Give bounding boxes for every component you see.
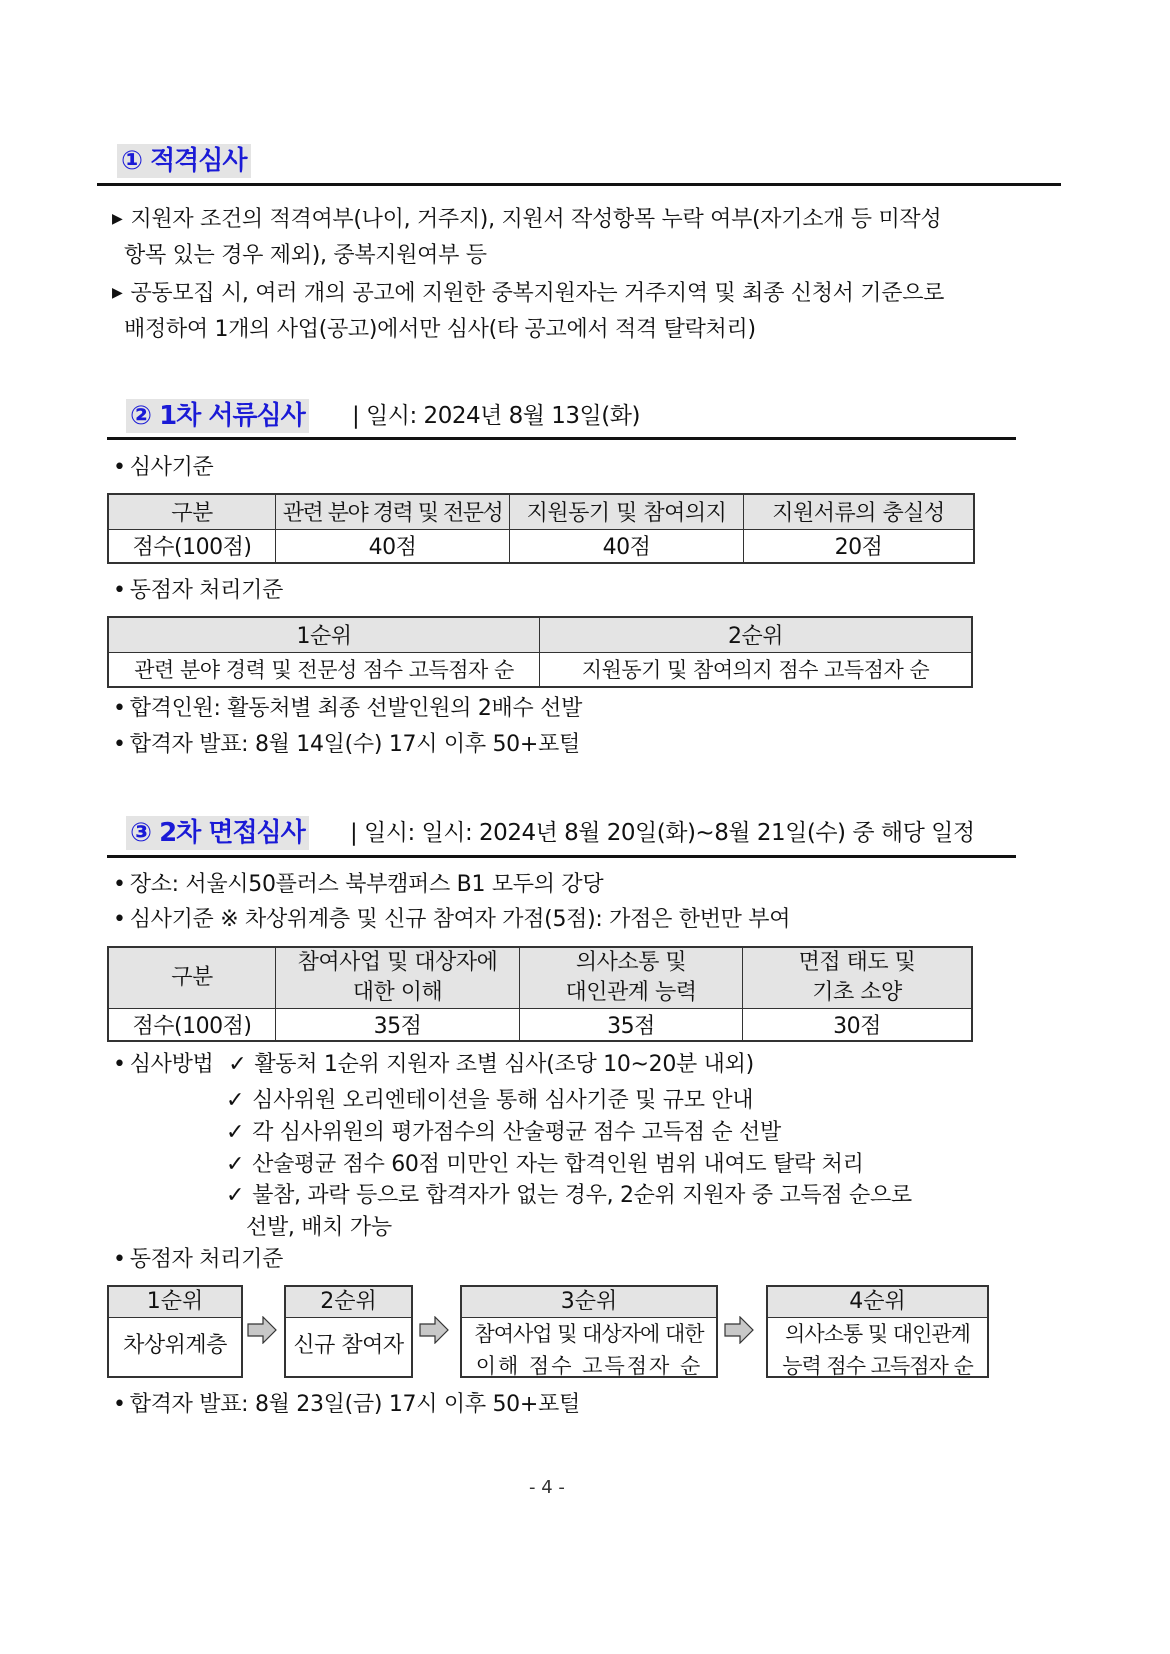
section2-tie-label: • 동점자 처리기준 [113,573,283,609]
checkmark-icon: ✓ [226,1152,245,1177]
section3-title: ③ 2차 면접심사 [126,816,309,850]
section2-date: | 일시: 2024년 8월 13일(화) [352,403,640,429]
table-row [108,652,972,687]
table-cell: 35점 [520,1009,743,1042]
bullet-dot-icon: • [113,1247,126,1272]
table-cell: 30점 [743,1009,973,1042]
table-header-row [108,617,972,652]
section3-date: | 일시: 일시: 2024년 8월 20일(화)~8월 21일(수) 중 해당 일정 [350,820,975,846]
tie-rank-4-box [766,1285,989,1378]
section1-bullet-2: ▶ 공동모집 시, 여러 개의 공고에 지원한 중복지원자는 거주지역 및 최종 신청서 기준으로 [112,274,944,313]
section2-rule [107,437,1016,440]
rank-criterion-line2: 능력 점수 고득점자 순 [782,1354,973,1378]
table-header-cell: 2순위 [540,617,973,652]
checkmark-icon: ✓ [226,1088,245,1113]
table-header-cell: 의사소통 및 대인관계 능력 [520,947,743,1009]
section2-tie-table [107,616,973,688]
tie-rank-2-box [284,1285,413,1378]
section3-method-5: ✓ 불참, 과락 등으로 합격자가 없는 경우, 2순위 지원자 중 고득점 순으로 [226,1178,912,1214]
checkmark-icon: ✓ [226,1120,245,1145]
section3-method-5-cont: 선발, 배치 가능 [246,1215,392,1240]
triangle-bullet-icon: ▶ [112,211,123,227]
tie-rank-3-box [460,1285,718,1378]
section3-method-1: • 심사방법 ✓ 활동처 1순위 지원자 조별 심사(조당 10~20분 내외) [113,1047,754,1083]
section2-title: ② 1차 서류심사 [126,399,309,433]
table-header-cell: 지원동기 및 참여의지 [510,494,744,529]
table-cell: 점수(100점) [108,529,276,563]
tie-rank-1-box [107,1285,243,1378]
section3-method-3: ✓ 각 심사위원의 평가점수의 산술평균 점수 고득점 순 선발 [226,1115,781,1151]
right-arrow-icon [419,1316,449,1344]
section1-rule [97,183,1061,186]
table-cell: 점수(100점) [108,1009,276,1042]
rank-criterion: 신규 참여자 [293,1333,404,1358]
page-number: - 4 - [529,1477,565,1498]
table-cell: 20점 [744,529,975,563]
table-row [108,529,974,563]
section1-bullet-1: ▶ 지원자 조건의 적격여부(나이, 거주지), 지원서 작성항목 누락 여부(자기소개 등 미작성 [112,200,941,239]
triangle-bullet-icon: ▶ [112,285,123,301]
table-cell: 관련 분야 경력 및 전문성 점수 고득점자 순 [108,652,540,687]
section3-announce: • 합격자 발표: 8월 23일(금) 17시 이후 50+포털 [113,1387,580,1423]
table-cell: 35점 [276,1009,520,1042]
table-header-cell: 구분 [108,494,276,529]
section3-tie-label: • 동점자 처리기준 [113,1242,283,1278]
rank-label: 4순위 [768,1287,987,1318]
bullet-dot-icon: • [113,732,126,757]
table-cell: 40점 [276,529,510,563]
section3-criteria-label: • 심사기준 ※ 차상위계층 및 신규 참여자 가점(5점): 가점은 한번만 부여 [113,902,790,938]
table-header-cell: 1순위 [108,617,540,652]
section2-pass-count: • 합격인원: 활동처별 최종 선발인원의 2배수 선발 [113,691,582,727]
rank-criterion-line1: 참여사업 및 대상자에 대한 [474,1322,704,1346]
rank-label: 2순위 [286,1287,411,1318]
table-header-cell: 관련 분야 경력 및 전문성 [276,494,510,529]
right-arrow-icon [724,1316,754,1344]
section3-method-2: ✓ 심사위원 오리엔테이션을 통해 심사기준 및 규모 안내 [226,1083,753,1119]
bullet-dot-icon: • [113,696,126,721]
section1-title: ① 적격심사 [117,144,251,178]
bullet-dot-icon: • [113,578,126,603]
table-header-cell: 구분 [108,947,276,1009]
bullet-dot-icon: • [113,907,126,932]
rank-label: 1순위 [109,1287,241,1318]
checkmark-icon: ✓ [228,1052,247,1077]
table-row [108,1009,972,1042]
section2-criteria-label: • 심사기준 [113,450,214,486]
section1-bullet-1-cont: 항목 있는 경우 제외), 중복지원여부 등 [124,243,487,268]
section2-criteria-table [107,493,975,564]
table-header-cell: 참여사업 및 대상자에 대한 이해 [276,947,520,1009]
section3-place: • 장소: 서울시50플러스 북부캠퍼스 B1 모두의 강당 [113,867,603,903]
section3-method-4: ✓ 산술평균 점수 60점 미만인 자는 합격인원 범위 내여도 탈락 처리 [226,1147,864,1183]
section1-bullet-2-cont: 배정하여 1개의 사업(공고)에서만 심사(타 공고에서 적격 탈락처리) [124,317,756,342]
table-header-cell: 면접 태도 및 기초 소양 [743,947,973,1009]
section3-criteria-table [107,946,973,1042]
bullet-dot-icon: • [113,872,126,897]
rank-criterion-line2: 이해 점수 고득점자 순 [475,1354,703,1378]
table-header-row [108,494,974,529]
section3-rule [107,855,1016,858]
bullet-dot-icon: • [113,455,126,480]
right-arrow-icon [247,1316,277,1344]
rank-label: 3순위 [462,1287,716,1318]
table-cell: 지원동기 및 참여의지 점수 고득점자 순 [540,652,973,687]
rank-criterion-line1: 의사소통 및 대인관계 [785,1322,970,1346]
checkmark-icon: ✓ [226,1183,245,1208]
table-cell: 40점 [510,529,744,563]
bullet-dot-icon: • [113,1052,126,1077]
section2-announce: • 합격자 발표: 8월 14일(수) 17시 이후 50+포털 [113,727,580,763]
bullet-dot-icon: • [113,1392,126,1417]
table-header-row [108,947,972,1009]
table-header-cell: 지원서류의 충실성 [744,494,975,529]
rank-criterion: 차상위계층 [123,1333,227,1358]
